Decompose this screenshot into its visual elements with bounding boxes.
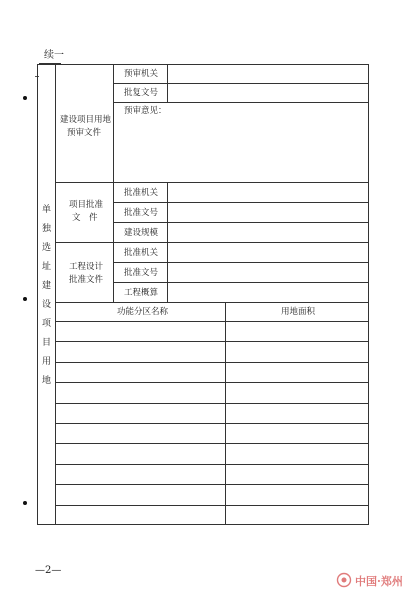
project-approval-document-number-label: 批准文号 [124, 208, 159, 218]
project-approval-row-divider [113, 222, 369, 223]
land-table-row [55, 341, 369, 361]
vertical-title [41, 205, 53, 386]
design-approval-document-number-label: 批准文号 [124, 268, 159, 278]
vertical-title-char: 选 [42, 243, 52, 253]
watermark-emblem-icon [336, 572, 352, 588]
vertical-title-char: 地 [42, 376, 52, 386]
section-divider [55, 242, 369, 243]
binder-hole-middle [23, 297, 27, 301]
section-divider [55, 302, 369, 303]
pre-review-section-label: 建设项目用地 [60, 115, 112, 125]
land-table-row [55, 423, 369, 443]
land-table-body [55, 321, 369, 525]
project-approval-field-divider [167, 182, 168, 242]
pre-review-opinion-label: 预审意见： [124, 106, 167, 116]
page-number: —2— [35, 565, 62, 576]
design-approval-row-divider [113, 262, 369, 263]
land-table-row [55, 464, 369, 484]
project-approval-agency-label: 批准机关 [124, 188, 159, 198]
design-approval-field-divider [167, 242, 168, 302]
pre-review-agency-label: 预审机关 [124, 69, 159, 79]
pre-review-row-divider [113, 102, 369, 103]
land-table-row [55, 321, 369, 341]
binder-hole-top [23, 96, 27, 100]
land-table-row [55, 362, 369, 382]
pre-review-document-number-label: 批复文号 [124, 88, 159, 98]
design-approval-section-label: 批准文件 [69, 275, 104, 285]
project-approval-section-label: 文 件 [72, 213, 98, 223]
design-approval-budget-label: 工程概算 [124, 288, 159, 298]
vertical-title-char: 用 [42, 357, 52, 367]
continued-label: 续一 [44, 50, 64, 61]
land-table-header-land-area: 用地面积 [281, 307, 316, 317]
pre-review-section-label: 预审文件 [67, 128, 102, 138]
land-table-row [55, 443, 369, 463]
land-table-row [55, 403, 369, 423]
vertical-title-char: 设 [42, 300, 52, 310]
vertical-title-char: 建 [42, 281, 52, 291]
design-approval-section-label: 工程设计 [69, 262, 104, 272]
pre-review-row-divider [113, 83, 369, 84]
vertical-title-char: 独 [42, 224, 52, 234]
land-table-row [55, 382, 369, 402]
binder-hole-bottom [23, 501, 27, 505]
project-approval-scale-label: 建设规模 [124, 228, 159, 238]
section-divider [55, 182, 369, 183]
land-table-header-zone-name: 功能分区名称 [117, 307, 169, 317]
vertical-title-char: 址 [42, 262, 52, 272]
design-approval-agency-label: 批准机关 [124, 248, 159, 258]
vertical-title-char: 项 [42, 319, 52, 329]
project-approval-row-divider [113, 202, 369, 203]
land-table-row [55, 484, 369, 504]
design-approval-row-divider [113, 282, 369, 283]
project-approval-section-label: 项目批准 [69, 200, 104, 210]
section-label-divider [113, 64, 114, 302]
watermark-text: 中国·郑州 [355, 575, 403, 588]
vertical-title-char: 目 [42, 338, 52, 348]
land-table-row [55, 505, 369, 525]
vertical-title-char: 单 [42, 205, 52, 215]
watermark-stamp [336, 570, 408, 590]
